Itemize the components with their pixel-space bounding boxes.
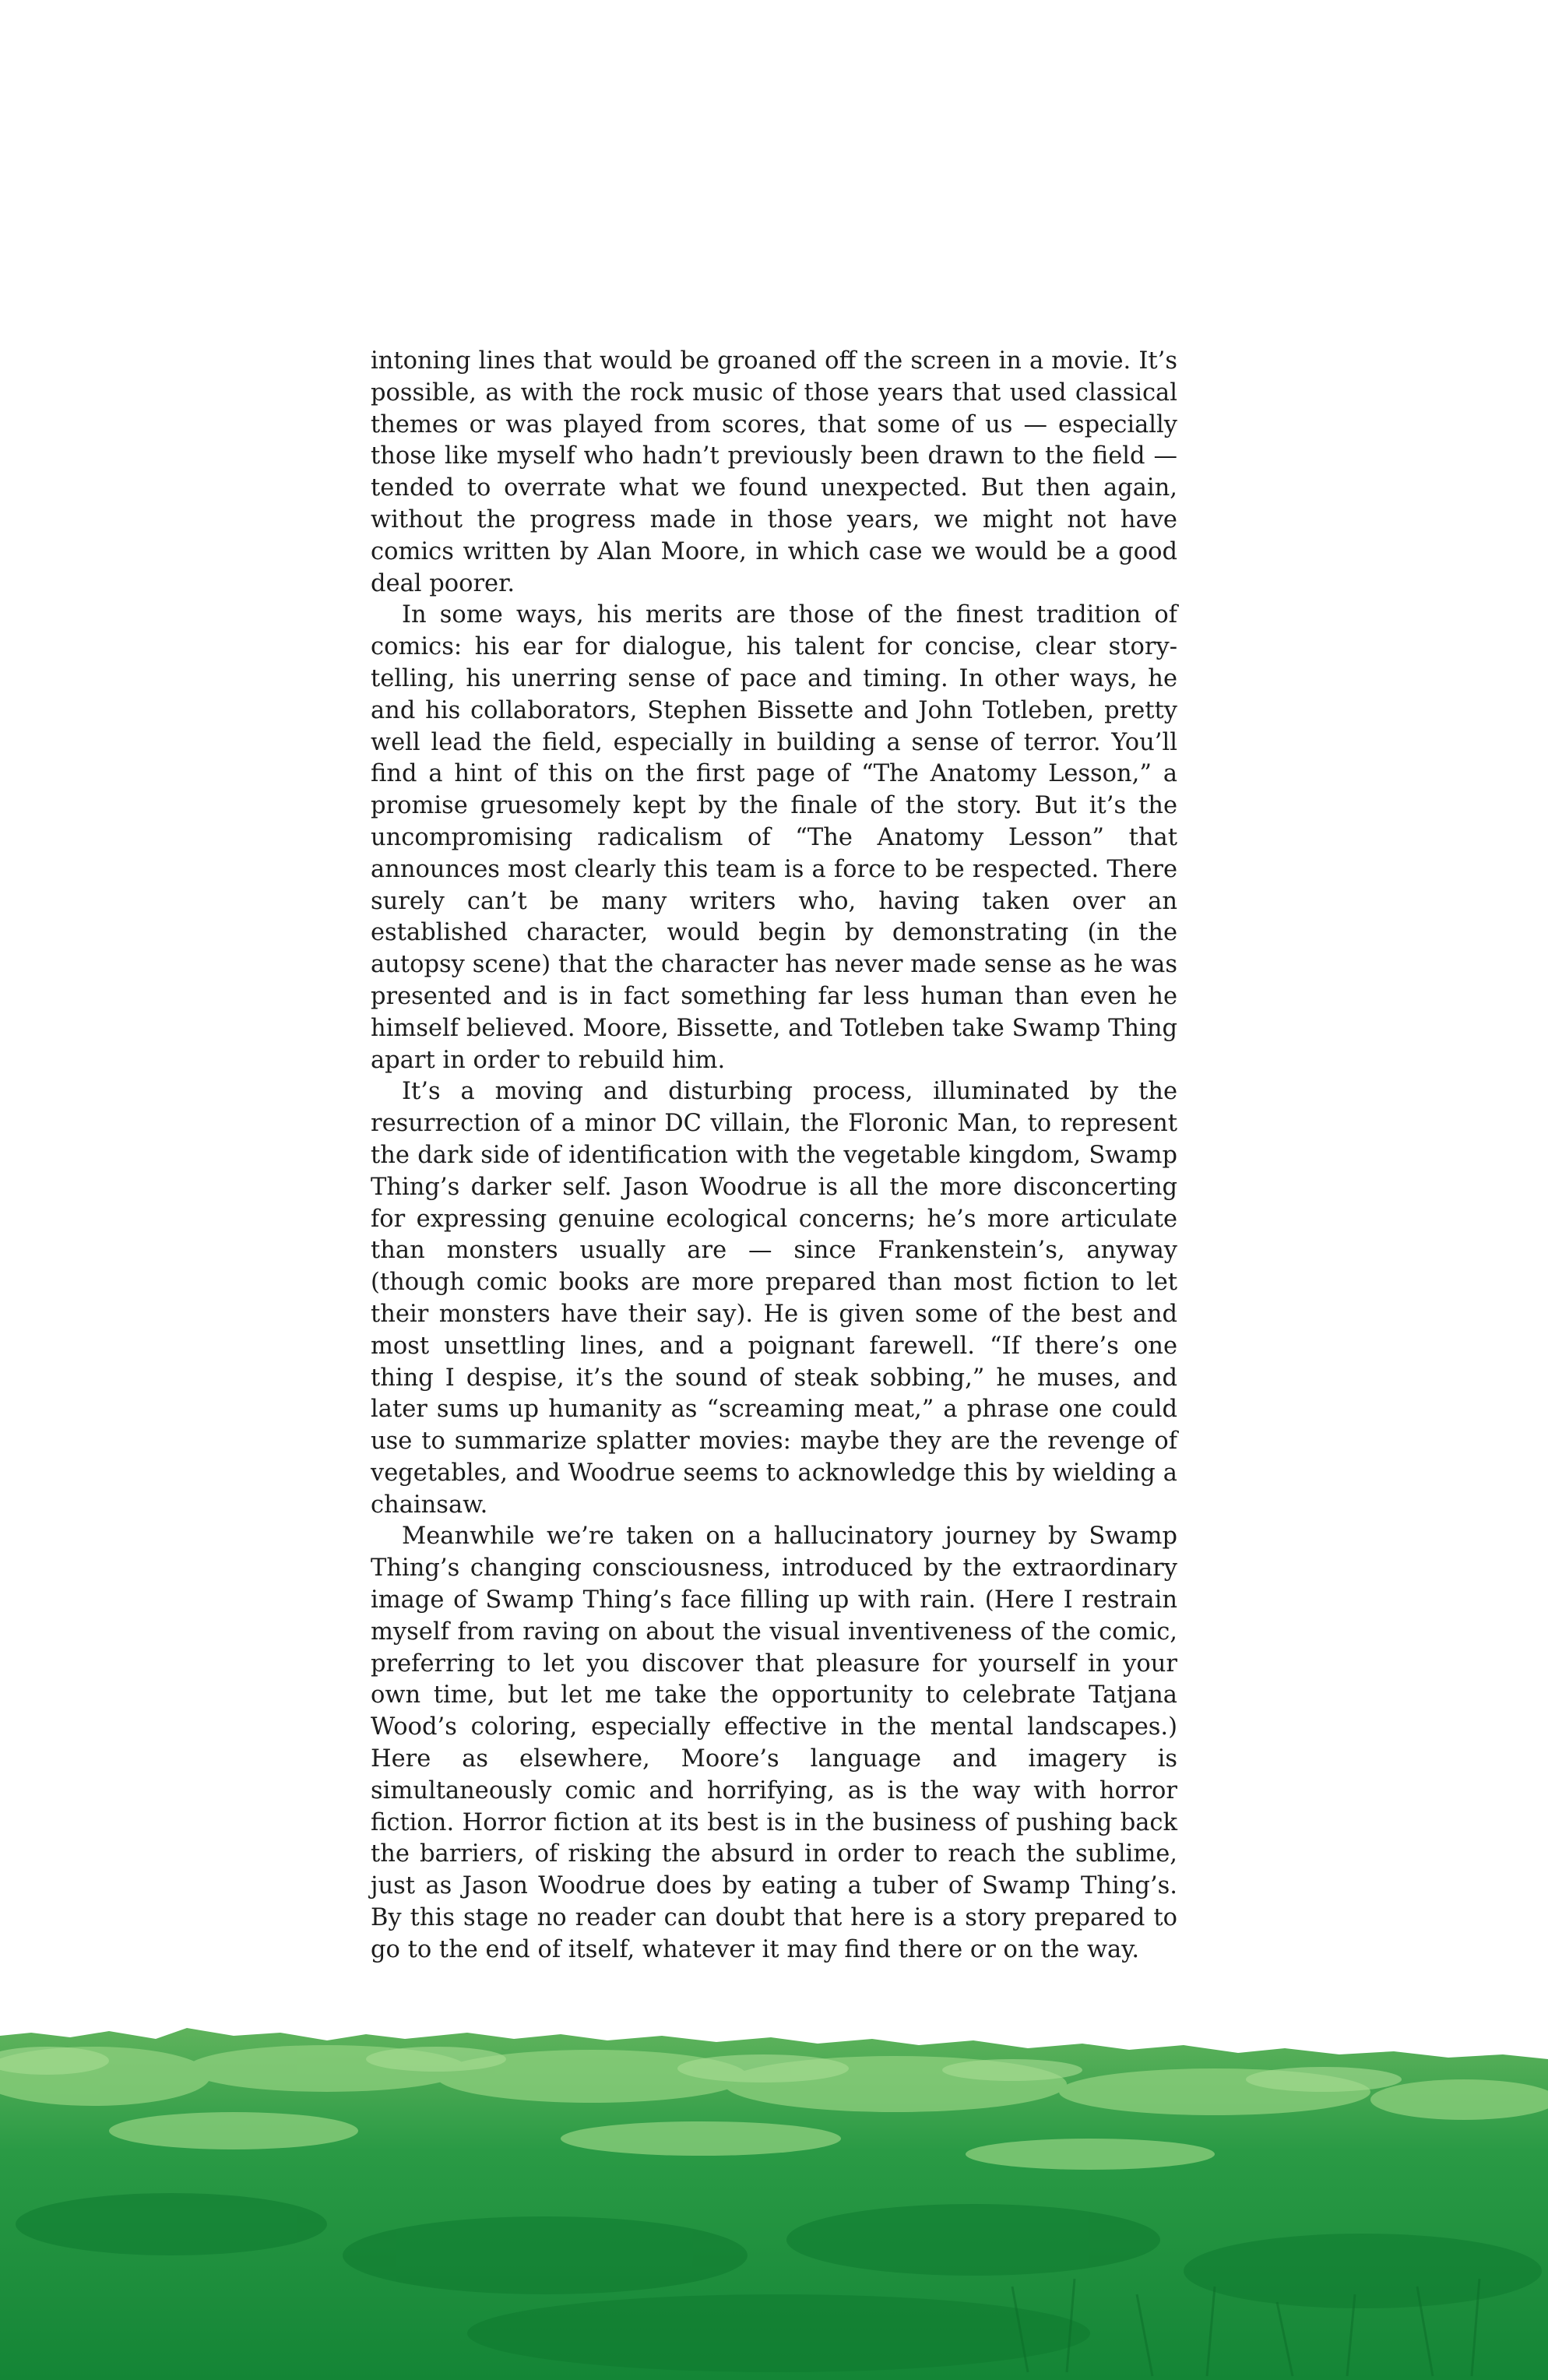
essay-paragraph-4: Meanwhile we’re taken on a hallucinatory journey by Swamp Thing’s changing consciousness, introduced by the extraordinary image of Swamp Thing’s face filling up with rain. (Here I restrain myself from raving on about the visual inventiveness of the comic, preferring to let you discover that pleasure for yourself in your own time, but let me take the opportunity to celebrate Tatjana Wood’s coloring, especially effective in the mental landscapes.) Here as elsewhere, Moore’s language and imagery is simultaneously comic and horrifying, as is the way with horror fiction. Horror fiction at its best is in the business of pushing back the barriers, of risking the absurd in order to reach the sublime, just as Jason Woodrue does by eating a tuber of Swamp Thing’s. By this stage no reader can doubt that here is a story prepared to go to the end of itself, whatever it may find there or on the way. — [371, 1523, 1177, 1963]
grass-texture-image — [0, 2022, 1548, 2380]
essay-paragraph-2: In some ways, his merits are those of the finest tradition of comics: his ear for dialogue, his talent for concise, clear story-telling, his unerring sense of pace and timing. In other ways, he and his collaborators, Stephen Bissette and John Totleben, pretty well lead the field, especially in building a sense of terror. You’ll find a hint of this on the first page of “The Anatomy Lesson,” a promise gruesomely kept by the finale of the story. But it’s the uncompromising radicalism of “The Anatomy Lesson” that announces most clearly this team is a force to be respected. There surely can’t be many writers who, having taken over an established character, would begin by demonstrating (in the autopsy scene) that the character has never made sense as he was presented and is in fact something far less human than even he himself believed. Moore, Bissette, and Totleben take Swamp Thing apart in order to rebuild him. — [371, 601, 1177, 1074]
essay-paragraph-3: It’s a moving and disturbing process, illuminated by the resurrection of a minor DC villain, the Floronic Man, to represent the dark side of identification with the vegetable kingdom, Swamp Thing’s darker self. Jason Woodrue is all the more disconcerting for expressing genuine ecological concerns; he’s more articulate than monsters usually are — since Frankenstein’s, anyway (though comic books are more prepared than most fiction to let their monsters have their say). He is given some of the best and most unsettling lines, and a poignant farewell. “If there’s one thing I despise, it’s the sound of steak sobbing,” he muses, and later sums up humanity as “screaming meat,” a phrase one could use to summarize splatter movies: maybe they are the revenge of vegetables, and Woodrue seems to acknowledge this by wielding a chainsaw. — [371, 1078, 1177, 1519]
essay-paragraph-1: intoning lines that would be groaned off the screen in a movie. It’s possible, as with the rock music of those years that used classical themes or was played from scores, that some of us — especially those like myself who hadn’t previously been drawn to the field — tended to overrate what we found unexpected. But then again, without the progress made in those years, we might not have comics written by Alan Moore, in which case we would be a good deal poorer. — [371, 347, 1177, 597]
footer-grass-art — [0, 2022, 1548, 2380]
essay-text — [371, 346, 1177, 1966]
